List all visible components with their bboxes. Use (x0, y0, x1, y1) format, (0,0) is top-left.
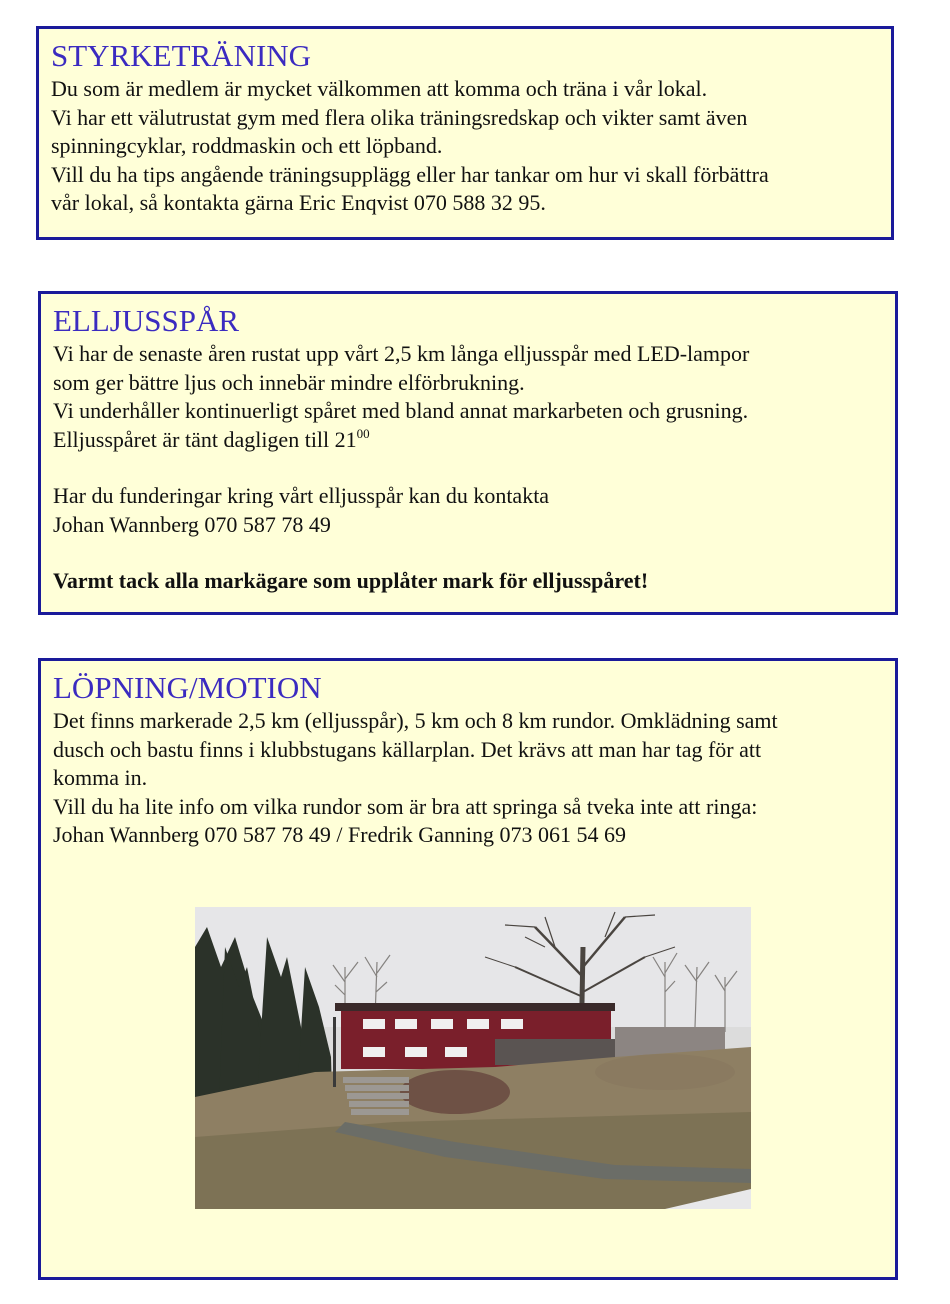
text-line: vår lokal, så kontakta gärna Eric Enqvist 070 588 32 95. (51, 190, 546, 215)
text-line: Vill du ha lite info om vilka rundor som är bra att springa så tveka inte att ringa: (53, 793, 758, 819)
text-line: som ger bättre ljus och innebär mindre elförbrukning. (53, 369, 525, 395)
text-line: Vill du ha tips angående träningsupplägg eller har tankar om hur vi skall förbättra (51, 161, 769, 187)
text-line: spinningcyklar, roddmaskin och ett löpband. (51, 133, 443, 158)
thanks-line: Varmt tack alla markägare som upplåter mark för elljusspåret! (53, 568, 649, 593)
section-elljusspar (38, 291, 898, 615)
section-title: ELLJUSSPÅR (53, 303, 240, 338)
text-line: dusch och bastu finns i klubbstugans källarplan. Det krävs att man har tag för att (53, 736, 762, 762)
section-title: LÖPNING/MOTION (53, 670, 322, 705)
section-styrketraning (36, 26, 894, 240)
hours-superscript: 00 (356, 425, 370, 441)
text-line: Vi har ett välutrustat gym med flera olika träningsredskap och vikter samt även (51, 104, 748, 130)
section-lopning-motion (38, 658, 898, 1280)
hours-text: Elljusspåret är tänt dagligen till 21 (53, 426, 357, 452)
text-line: Vi underhåller kontinuerligt spåret med bland annat markarbeten och grusning. (53, 398, 749, 423)
hours-line (53, 426, 883, 455)
text-line: komma in. (53, 765, 148, 790)
text-line: Det finns markerade 2,5 km (elljusspår), 5 km och 8 km rundor. Omklädning samt (53, 708, 778, 733)
contact-line: Johan Wannberg 070 587 78 49 (53, 511, 331, 537)
clubhouse-photo (195, 907, 751, 1209)
section-title: STYRKETRÄNING (51, 38, 312, 73)
contact-line: Har du funderingar kring vårt elljusspår kan du kontakta (53, 483, 550, 508)
text-line: Du som är medlem är mycket välkommen att komma och träna i vår lokal. (51, 76, 708, 101)
text-line: Vi har de senaste åren rustat upp vårt 2,5 km långa elljusspår med LED-lampor (53, 341, 750, 366)
text-line: Johan Wannberg 070 587 78 49 / Fredrik Ganning 073 061 54 69 (53, 822, 627, 847)
